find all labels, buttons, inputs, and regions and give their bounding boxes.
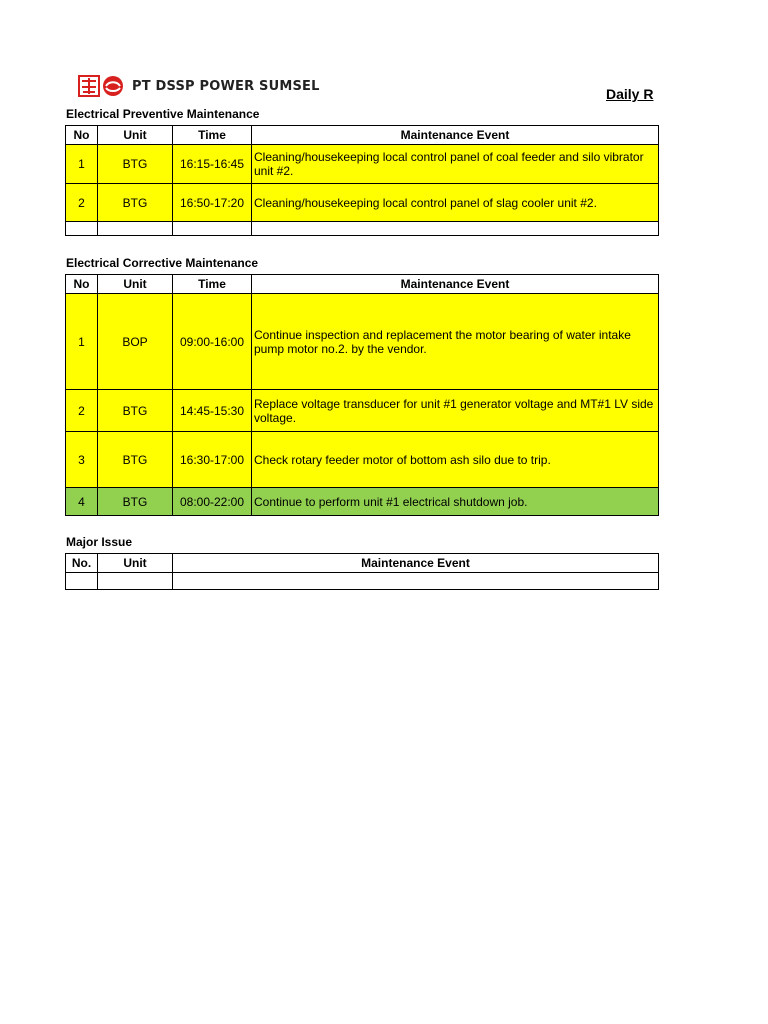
col-unit-header: Unit: [98, 275, 173, 294]
col-no-header: No: [66, 275, 98, 294]
col-event-header: Maintenance Event: [173, 554, 659, 573]
logo-glyph-icon: [78, 75, 100, 97]
col-event-header: Maintenance Event: [252, 126, 659, 145]
col-event-header: Maintenance Event: [252, 275, 659, 294]
table-header-row: [66, 275, 659, 294]
row-time: 16:50-17:20: [173, 184, 252, 222]
row-unit: BTG: [98, 390, 173, 432]
company-logo: [78, 75, 320, 97]
row-unit: BTG: [98, 432, 173, 488]
row-unit: [98, 573, 173, 590]
company-name: PT DSSP POWER SUMSEL: [132, 78, 320, 94]
major-issue-section-title: Major Issue: [66, 535, 133, 549]
major-issue-table: [65, 553, 659, 590]
table-row: [66, 145, 659, 184]
table-header-row: [66, 554, 659, 573]
logo-swirl-icon: [102, 75, 124, 97]
table-header-row: [66, 126, 659, 145]
table-row: [66, 390, 659, 432]
col-time-header: Time: [173, 126, 252, 145]
row-event: [173, 573, 659, 590]
table-row: [66, 294, 659, 390]
row-no: 1: [66, 145, 98, 184]
company-logo-icon: [78, 75, 124, 97]
table-row: [66, 432, 659, 488]
row-event: Continue inspection and replacement the motor bearing of water intake pump motor no.2. by the vendor.: [252, 294, 659, 390]
table-row-empty: [66, 222, 659, 236]
row-unit: BOP: [98, 294, 173, 390]
row-time: 09:00-16:00: [173, 294, 252, 390]
row-time: [173, 222, 252, 236]
row-event: Check rotary feeder motor of bottom ash silo due to trip.: [252, 432, 659, 488]
row-time: 16:15-16:45: [173, 145, 252, 184]
document-title: Daily R: [606, 86, 654, 102]
table-row: [66, 488, 659, 516]
row-no: [66, 222, 98, 236]
row-unit: BTG: [98, 184, 173, 222]
row-no: 2: [66, 184, 98, 222]
row-no: [66, 573, 98, 590]
col-no-header: No.: [66, 554, 98, 573]
row-no: 1: [66, 294, 98, 390]
preventive-section-title: Electrical Preventive Maintenance: [66, 107, 260, 121]
row-no: 3: [66, 432, 98, 488]
preventive-table: [65, 125, 659, 236]
table-row: [66, 184, 659, 222]
row-event: Cleaning/housekeeping local control panel of coal feeder and silo vibrator unit #2.: [252, 145, 659, 184]
corrective-table: [65, 274, 659, 516]
table-row-empty: [66, 573, 659, 590]
row-time: 14:45-15:30: [173, 390, 252, 432]
row-no: 2: [66, 390, 98, 432]
col-time-header: Time: [173, 275, 252, 294]
row-time: 16:30-17:00: [173, 432, 252, 488]
row-event: Replace voltage transducer for unit #1 generator voltage and MT#1 LV side voltage.: [252, 390, 659, 432]
col-no-header: No: [66, 126, 98, 145]
col-unit-header: Unit: [98, 126, 173, 145]
row-event: [252, 222, 659, 236]
corrective-section-title: Electrical Corrective Maintenance: [66, 256, 259, 270]
row-event: Cleaning/housekeeping local control panel of slag cooler unit #2.: [252, 184, 659, 222]
row-unit: BTG: [98, 145, 173, 184]
row-event: Continue to perform unit #1 electrical shutdown job.: [252, 488, 659, 516]
col-unit-header: Unit: [98, 554, 173, 573]
row-no: 4: [66, 488, 98, 516]
row-unit: [98, 222, 173, 236]
row-unit: BTG: [98, 488, 173, 516]
row-time: 08:00-22:00: [173, 488, 252, 516]
